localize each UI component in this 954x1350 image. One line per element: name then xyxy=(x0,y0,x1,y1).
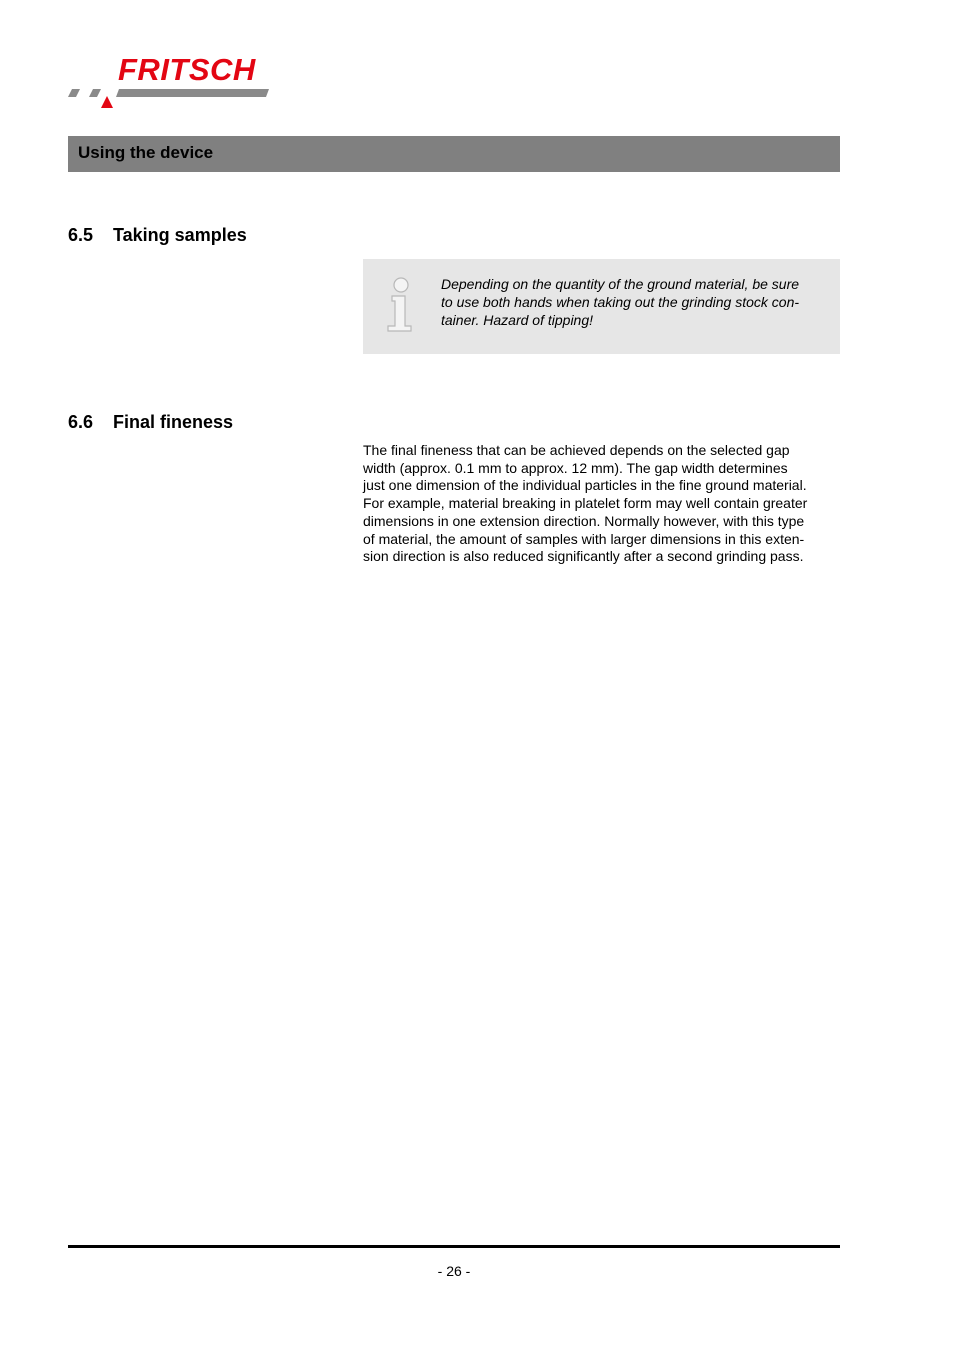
heading-final-fineness xyxy=(68,412,233,433)
final-fineness-paragraph xyxy=(363,442,843,566)
paragraph-line: For example, material breaking in platelet form may well contain greater xyxy=(363,495,808,512)
info-icon xyxy=(385,276,419,334)
paragraph-line: sion direction is also reduced significantly after a second grinding pass. xyxy=(363,548,804,565)
heading-taking-samples xyxy=(68,225,247,246)
heading-number: 6.5 xyxy=(68,225,94,245)
heading-title: Final fineness xyxy=(113,412,234,432)
paragraph-line: of material, the amount of samples with larger dimensions in this exten- xyxy=(363,530,805,547)
heading-title: Taking samples xyxy=(113,225,247,245)
paragraph-line: dimensions in one extension direction. Normally however, with this type xyxy=(363,512,805,529)
footer-divider xyxy=(68,1245,840,1248)
section-header-bar xyxy=(68,136,840,172)
logo-wordmark: FRITSCH xyxy=(118,52,256,87)
note-line: tainer. Hazard of tipping! xyxy=(441,312,594,328)
info-note-text xyxy=(441,275,826,329)
fritsch-logo xyxy=(66,52,286,112)
note-line: Depending on the quantity of the ground material, be sure xyxy=(441,276,800,292)
paragraph-line: The final fineness that can be achieved depends on the selected gap xyxy=(363,442,790,458)
section-title: Using the device xyxy=(78,143,214,162)
note-line: to use both hands when taking out the grinding stock con- xyxy=(441,294,800,310)
page-number: - 26 - xyxy=(437,1263,471,1279)
info-note-box xyxy=(363,259,840,354)
paragraph-line: width (approx. 0.1 mm to approx. 12 mm). The gap width determines xyxy=(363,459,788,476)
paragraph-line: just one dimension of the individual particles in the fine ground material. xyxy=(363,477,807,494)
heading-number: 6.6 xyxy=(68,412,94,432)
